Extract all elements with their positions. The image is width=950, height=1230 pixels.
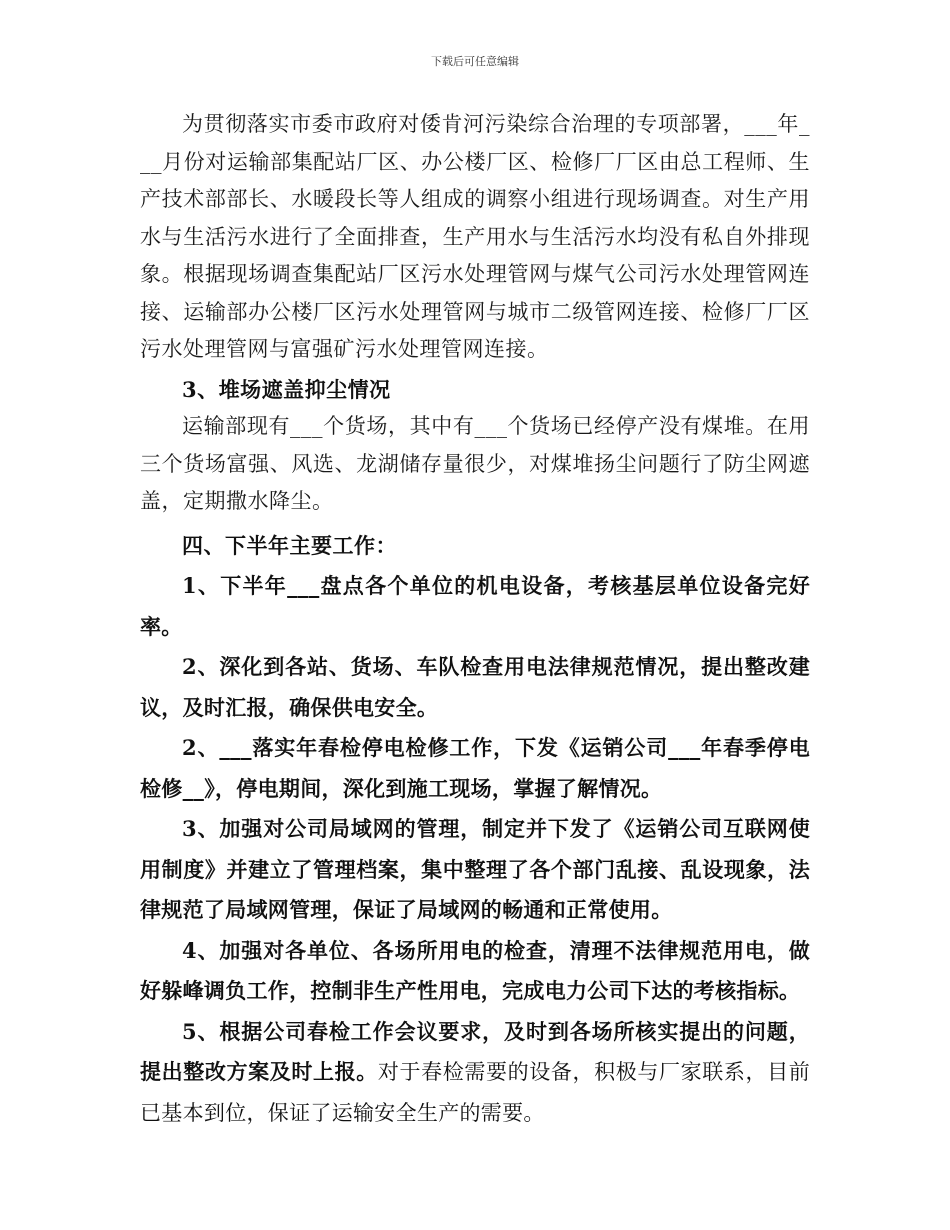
paragraph-pollution-survey: 为贯彻落实市委市政府对倭肯河污染综合治理的专项部署，___年___月份对运输部集配站厂区、办公楼厂区、检修厂厂区由总工程师、生产技术部部长、水暖段长等人组成的调察小组进行现场调查。对生产用水与生活污水进行了全面排查，生产用水与生活污水均没有私自外排现象。根据现场调查集配站厂区污水处理管网与煤气公司污水处理管网连接、运输部办公楼厂区污水处理管网与城市二级管网连接、检修厂厂区污水处理管网与富强矿污水处理管网连接。 [140, 112, 810, 361]
work-item-2: 2、深化到各站、货场、车队检查用电法律规范情况，提出整改建议，及时汇报，确保供电安全。 [140, 654, 810, 720]
work-item-6 [140, 1012, 810, 1134]
page-header: 下载后可任意编辑 [431, 55, 519, 68]
work-item-5: 4、加强对各单位、各场所用电的检查，清理不法律规范用电，做好躲峰调负工作，控制非生产性用电，完成电力公司下达的考核指标。 [140, 937, 810, 1003]
document-body [140, 106, 810, 1133]
work-item-1: 1、下半年___盘点各个单位的机电设备，考核基层单位设备完好率。 [140, 573, 810, 639]
section-heading-dust: 3、堆场遮盖抑尘情况 [182, 376, 391, 402]
section-heading-second-half: 四、下半年主要工作： [182, 532, 397, 558]
work-item-3: 2、___落实年春检停电检修工作，下发《运销公司___年春季停电检修__》，停电期间，深化到施工现场，掌握了解情况。 [140, 735, 810, 801]
work-item-4: 3、加强对公司局域网的管理，制定并下发了《运销公司互联网使用制度》并建立了管理档案，集中整理了各个部门乱接、乱设现象，法律规范了局域网管理，保证了局域网的畅通和正常使用。 [140, 816, 810, 922]
work-item-6-rest: 对于春检需要的设备，积极与厂家联系，目前已基本到位，保证了运输安全生产的需要。 [140, 1060, 810, 1125]
paragraph-yard-cover: 运输部现有___个货场，其中有___个货场已经停产没有煤堆。在用三个货场富强、风选、龙湖储存量很少，对煤堆扬尘问题行了防尘网遮盖，定期撒水降尘。 [140, 414, 810, 513]
work-item-6-bold: 5、根据公司春检工作会议要求，及时到各场所核实提出的问题，提出整改方案及时上报。 [140, 1018, 810, 1084]
